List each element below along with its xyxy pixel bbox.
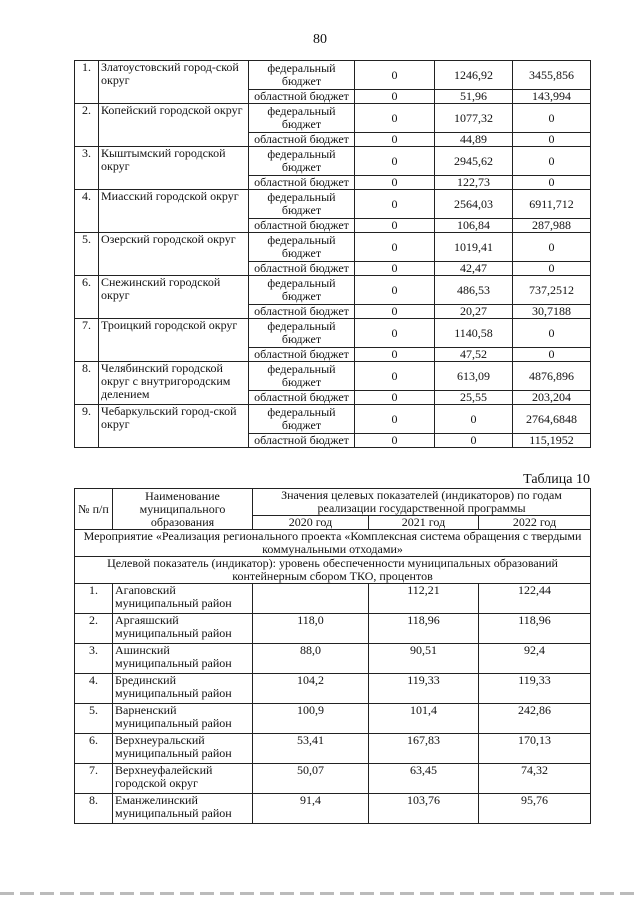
municipality-name: Златоустовский город-ской округ xyxy=(99,61,249,104)
header-values-title: Значения целевых показателей (индикаторов) по годам реализации государственной программы xyxy=(253,489,591,516)
value-2021: 101,4 xyxy=(369,704,479,734)
indicator-row xyxy=(75,557,591,584)
value-cell: 737,2512 xyxy=(513,276,591,305)
value-2020: 53,41 xyxy=(253,734,369,764)
value-cell: 0 xyxy=(435,405,513,434)
municipality-name: Миасский городской округ xyxy=(99,190,249,233)
table-row xyxy=(75,362,591,391)
value-cell: 1019,41 xyxy=(435,233,513,262)
value-cell: 2945,62 xyxy=(435,147,513,176)
budget-type: федеральный бюджет xyxy=(249,362,355,391)
budget-type: федеральный бюджет xyxy=(249,319,355,348)
value-2022: 95,76 xyxy=(479,794,591,824)
indicator-text: Целевой показатель (индикатор): уровень обеспеченности муниципальных образований контейнерным сбором ТКО, процентов xyxy=(75,557,591,584)
table-row xyxy=(75,764,591,794)
row-number: 4. xyxy=(75,674,113,704)
value-2020: 104,2 xyxy=(253,674,369,704)
row-number: 4. xyxy=(75,190,99,233)
value-cell: 30,7188 xyxy=(513,305,591,319)
row-number: 5. xyxy=(75,704,113,734)
value-cell: 0 xyxy=(513,262,591,276)
value-cell: 0 xyxy=(355,104,435,133)
value-2022: 74,32 xyxy=(479,764,591,794)
value-cell: 20,27 xyxy=(435,305,513,319)
budget-type: областной бюджет xyxy=(249,391,355,405)
value-cell: 106,84 xyxy=(435,219,513,233)
municipality-name: Снежинский городской округ xyxy=(99,276,249,319)
value-cell: 0 xyxy=(355,190,435,219)
value-cell: 287,988 xyxy=(513,219,591,233)
value-cell: 6911,712 xyxy=(513,190,591,219)
event-text: Мероприятие «Реализация регионального проекта «Комплексная система обращения с твердыми коммунальными отходами» xyxy=(75,530,591,557)
municipality-name: Челябинский городской округ с внутригородским делением xyxy=(99,362,249,405)
value-2021: 112,21 xyxy=(369,584,479,614)
value-2021: 118,96 xyxy=(369,614,479,644)
value-cell: 2564,03 xyxy=(435,190,513,219)
table-row xyxy=(75,147,591,176)
budget-type: областной бюджет xyxy=(249,90,355,104)
row-number: 1. xyxy=(75,61,99,104)
table-row xyxy=(75,794,591,824)
budget-type: областной бюджет xyxy=(249,434,355,448)
row-number: 2. xyxy=(75,104,99,147)
table-row xyxy=(75,644,591,674)
budget-type: областной бюджет xyxy=(249,176,355,190)
value-cell: 0 xyxy=(355,90,435,104)
value-2020 xyxy=(253,584,369,614)
row-number: 2. xyxy=(75,614,113,644)
table-number-label: Таблица 10 xyxy=(523,472,590,487)
table-row xyxy=(75,276,591,305)
value-cell: 0 xyxy=(513,104,591,133)
value-cell: 0 xyxy=(435,434,513,448)
value-cell: 0 xyxy=(355,133,435,147)
indicator-table xyxy=(74,488,591,824)
value-2021: 90,51 xyxy=(369,644,479,674)
municipality-name: Агаповский муниципальный район xyxy=(113,584,253,614)
row-number: 6. xyxy=(75,276,99,319)
value-cell: 122,73 xyxy=(435,176,513,190)
municipality-name: Кыштымский городской округ xyxy=(99,147,249,190)
row-number: 7. xyxy=(75,764,113,794)
budget-type: федеральный бюджет xyxy=(249,61,355,90)
value-cell: 0 xyxy=(355,362,435,391)
value-cell: 115,1952 xyxy=(513,434,591,448)
table-header-row xyxy=(75,489,591,516)
budget-type: федеральный бюджет xyxy=(249,233,355,262)
header-num: № п/п xyxy=(75,489,113,530)
value-cell: 0 xyxy=(355,319,435,348)
value-cell: 0 xyxy=(513,348,591,362)
budget-type: областной бюджет xyxy=(249,348,355,362)
value-cell: 0 xyxy=(513,233,591,262)
value-cell: 1246,92 xyxy=(435,61,513,90)
value-cell: 0 xyxy=(355,276,435,305)
table-row xyxy=(75,674,591,704)
value-cell: 143,994 xyxy=(513,90,591,104)
value-2022: 119,33 xyxy=(479,674,591,704)
value-cell: 1140,58 xyxy=(435,319,513,348)
row-number: 8. xyxy=(75,362,99,405)
value-cell: 25,55 xyxy=(435,391,513,405)
row-number: 1. xyxy=(75,584,113,614)
value-2022: 118,96 xyxy=(479,614,591,644)
value-2022: 122,44 xyxy=(479,584,591,614)
header-year-2022: 2022 год xyxy=(479,516,591,530)
value-cell: 3455,856 xyxy=(513,61,591,90)
municipality-name: Варненский муниципальный район xyxy=(113,704,253,734)
value-cell: 203,204 xyxy=(513,391,591,405)
value-cell: 0 xyxy=(355,61,435,90)
value-cell: 1077,32 xyxy=(435,104,513,133)
row-number: 3. xyxy=(75,147,99,190)
value-2020: 91,4 xyxy=(253,794,369,824)
row-number: 7. xyxy=(75,319,99,362)
row-number: 8. xyxy=(75,794,113,824)
value-cell: 0 xyxy=(355,219,435,233)
scan-footer-artifact xyxy=(0,892,640,895)
header-year-2020: 2020 год xyxy=(253,516,369,530)
value-cell: 0 xyxy=(355,233,435,262)
table-row xyxy=(75,233,591,262)
budget-type: областной бюджет xyxy=(249,133,355,147)
value-2022: 170,13 xyxy=(479,734,591,764)
table-row xyxy=(75,190,591,219)
value-2020: 118,0 xyxy=(253,614,369,644)
value-2021: 167,83 xyxy=(369,734,479,764)
header-name: Наименование муниципального образования xyxy=(113,489,253,530)
table-row xyxy=(75,734,591,764)
municipality-name: Троицкий городской округ xyxy=(99,319,249,362)
value-cell: 0 xyxy=(355,176,435,190)
budget-type: федеральный бюджет xyxy=(249,147,355,176)
table-row xyxy=(75,584,591,614)
value-cell: 0 xyxy=(355,391,435,405)
header-year-2021: 2021 год xyxy=(369,516,479,530)
value-cell: 0 xyxy=(513,133,591,147)
value-cell: 2764,6848 xyxy=(513,405,591,434)
table-row xyxy=(75,104,591,133)
budget-type: областной бюджет xyxy=(249,305,355,319)
value-cell: 51,96 xyxy=(435,90,513,104)
value-cell: 613,09 xyxy=(435,362,513,391)
table-row xyxy=(75,319,591,348)
value-cell: 0 xyxy=(355,405,435,434)
municipality-name: Еманжелинский муниципальный район xyxy=(113,794,253,824)
municipality-name: Брединский муниципальный район xyxy=(113,674,253,704)
value-2021: 63,45 xyxy=(369,764,479,794)
table-row xyxy=(75,61,591,90)
value-cell: 42,47 xyxy=(435,262,513,276)
budget-type: федеральный бюджет xyxy=(249,104,355,133)
budget-type: федеральный бюджет xyxy=(249,405,355,434)
value-2020: 88,0 xyxy=(253,644,369,674)
row-number: 5. xyxy=(75,233,99,276)
value-cell: 0 xyxy=(513,176,591,190)
table-row xyxy=(75,704,591,734)
budget-type: федеральный бюджет xyxy=(249,276,355,305)
row-number: 3. xyxy=(75,644,113,674)
value-2022: 92,4 xyxy=(479,644,591,674)
value-2022: 242,86 xyxy=(479,704,591,734)
budget-table xyxy=(74,60,591,448)
event-row xyxy=(75,530,591,557)
row-number: 9. xyxy=(75,405,99,448)
value-cell: 0 xyxy=(355,434,435,448)
value-cell: 47,52 xyxy=(435,348,513,362)
municipality-name: Аргаяшский муниципальный район xyxy=(113,614,253,644)
budget-type: федеральный бюджет xyxy=(249,190,355,219)
row-number: 6. xyxy=(75,734,113,764)
value-cell: 0 xyxy=(355,348,435,362)
value-2020: 100,9 xyxy=(253,704,369,734)
municipality-name: Верхнеуфалейский городской округ xyxy=(113,764,253,794)
value-cell: 0 xyxy=(513,319,591,348)
value-cell: 0 xyxy=(355,262,435,276)
value-cell: 4876,896 xyxy=(513,362,591,391)
value-cell: 44,89 xyxy=(435,133,513,147)
municipality-name: Озерский городской округ xyxy=(99,233,249,276)
table-row xyxy=(75,405,591,434)
municipality-name: Чебаркульский город-ской округ xyxy=(99,405,249,448)
value-cell: 0 xyxy=(355,147,435,176)
municipality-name: Верхнеуральский муниципальный район xyxy=(113,734,253,764)
value-cell: 0 xyxy=(355,305,435,319)
municipality-name: Копейский городской округ xyxy=(99,104,249,147)
budget-type: областной бюджет xyxy=(249,219,355,233)
value-2021: 103,76 xyxy=(369,794,479,824)
page-number: 80 xyxy=(313,32,327,47)
value-cell: 486,53 xyxy=(435,276,513,305)
value-cell: 0 xyxy=(513,147,591,176)
value-2020: 50,07 xyxy=(253,764,369,794)
table-row xyxy=(75,614,591,644)
value-2021: 119,33 xyxy=(369,674,479,704)
municipality-name: Ашинский муниципальный район xyxy=(113,644,253,674)
budget-type: областной бюджет xyxy=(249,262,355,276)
